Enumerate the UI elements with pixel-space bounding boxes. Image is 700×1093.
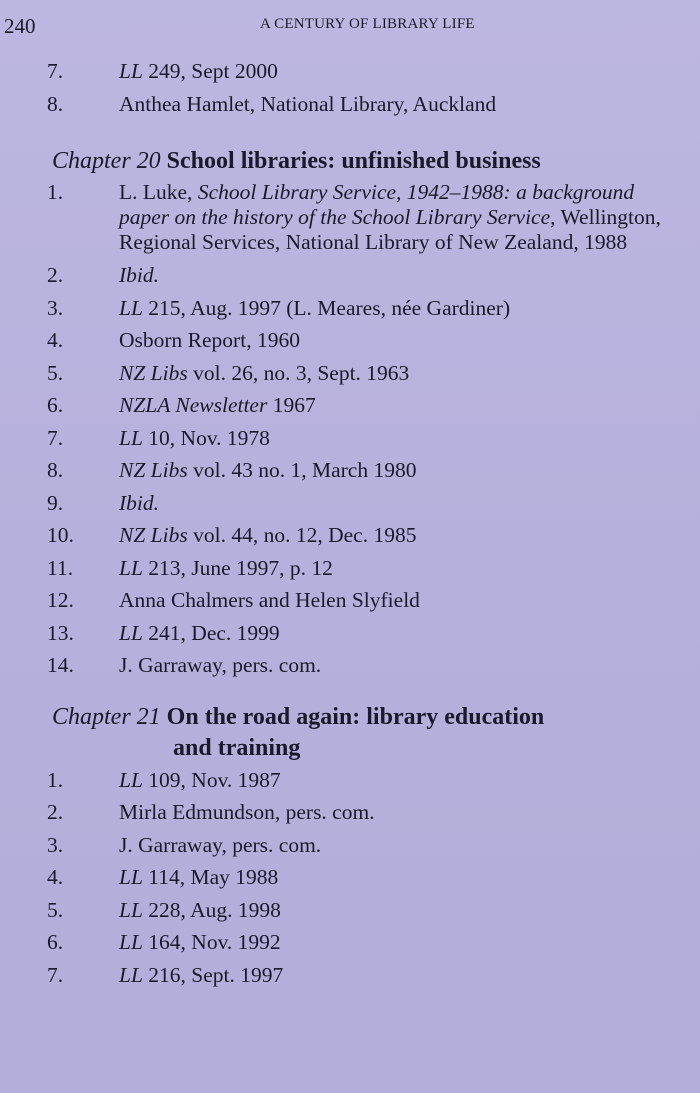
note-text: 213, June 1997, p. 12 <box>142 555 333 580</box>
note-item <box>0 894 700 927</box>
note-number: 6. <box>47 930 64 954</box>
note-italic: NZ Libs <box>119 458 188 482</box>
note-item <box>0 357 700 390</box>
note-italic: LL <box>119 865 143 889</box>
note-item <box>0 177 700 259</box>
note-text: vol. 26, no. 3, Sept. 1963 <box>187 360 410 385</box>
note-book-title: School Library Service, 1942–1988: a background paper on the history of the School Library Service <box>119 180 635 229</box>
note-text: 241, Dec. 1999 <box>142 620 280 645</box>
chapter-label: Chapter 20 <box>52 148 161 174</box>
note-item <box>0 487 700 520</box>
note-text: 216, Sept. 1997 <box>142 962 284 987</box>
note-italic: LL <box>119 620 143 645</box>
note-number: 6. <box>47 393 64 417</box>
note-text: 114, May 1988 <box>142 865 279 889</box>
note-number: 3. <box>47 832 64 857</box>
note-text: vol. 44, no. 12, Dec. 1985 <box>187 523 417 547</box>
note-text: , Wellington, Regional Services, National Library of New Zealand, 1988 <box>119 205 661 254</box>
chapter-21-heading <box>52 702 700 764</box>
note-item <box>0 552 700 585</box>
chapter-title-line-2: and training <box>173 734 301 761</box>
note-item <box>0 829 700 862</box>
note-text: J. Garraway, pers. com. <box>119 832 322 857</box>
note-number: 8. <box>47 458 64 482</box>
note-number: 4. <box>47 865 64 889</box>
note-item <box>0 324 700 357</box>
note-number: 9. <box>47 490 64 515</box>
note-text: 215, Aug. 1997 (L. Meares, née Gardiner) <box>142 295 511 320</box>
note-item <box>0 617 700 650</box>
note-text: 10, Nov. 1978 <box>142 425 270 450</box>
note-author: L. Luke, <box>119 180 198 204</box>
running-title: A CENTURY OF LIBRARY LIFE <box>260 16 475 32</box>
note-text: 109, Nov. 1987 <box>142 767 281 792</box>
note-number: 5. <box>47 897 64 922</box>
note-number: 7. <box>47 962 64 987</box>
note-item <box>0 959 700 992</box>
note-number: 2. <box>47 800 64 824</box>
note-text: Anna Chalmers and Helen Slyfield <box>119 588 420 612</box>
note-item <box>0 519 700 552</box>
note-italic: LL <box>119 555 143 580</box>
note-item <box>0 88 700 121</box>
note-italic: LL <box>119 59 143 83</box>
note-number: 12. <box>47 588 74 612</box>
note-number: 13. <box>47 620 74 645</box>
note-number: 8. <box>47 91 64 116</box>
note-italic: Ibid. <box>119 490 160 515</box>
note-item <box>0 649 700 682</box>
note-italic: NZ Libs <box>119 360 188 385</box>
note-item <box>0 454 700 487</box>
note-number: 10. <box>47 523 74 547</box>
endnotes <box>0 55 700 991</box>
note-item <box>0 389 700 422</box>
note-text: Osborn Report, 1960 <box>119 328 300 352</box>
note-item <box>0 584 700 617</box>
note-italic: LL <box>119 425 143 450</box>
note-item <box>0 259 700 292</box>
note-number: 1. <box>47 767 64 792</box>
note-italic: LL <box>119 295 143 320</box>
note-italic: Ibid. <box>119 263 160 287</box>
note-italic: LL <box>119 897 143 922</box>
note-item <box>0 796 700 829</box>
note-text: 164, Nov. 1992 <box>142 930 281 954</box>
note-text: 1967 <box>267 393 316 417</box>
note-number: 3. <box>47 295 64 320</box>
note-text: Anthea Hamlet, National Library, Auckland <box>119 91 497 116</box>
note-italic: LL <box>119 962 143 987</box>
chapter-20-heading <box>52 146 700 177</box>
note-text: vol. 43 no. 1, March 1980 <box>187 458 417 482</box>
page-number: 240 <box>4 14 36 38</box>
note-number: 7. <box>47 425 64 450</box>
note-italic: NZLA Newsletter <box>119 393 268 417</box>
note-number: 2. <box>47 263 64 287</box>
note-item <box>0 292 700 325</box>
page-header <box>0 14 700 40</box>
chapter-title: School libraries: unfinished business <box>166 148 541 174</box>
note-number: 11. <box>47 555 74 580</box>
chapter-label: Chapter 21 <box>52 703 161 730</box>
note-item <box>0 55 700 88</box>
note-item <box>0 764 700 797</box>
note-number: 5. <box>47 360 64 385</box>
note-number: 1. <box>47 180 64 204</box>
note-item <box>0 422 700 455</box>
note-text: Mirla Edmundson, pers. com. <box>119 800 375 824</box>
note-italic: LL <box>119 767 143 792</box>
note-text: J. Garraway, pers. com. <box>119 653 322 677</box>
note-text: 228, Aug. 1998 <box>142 897 281 922</box>
chapter-title-line-1: On the road again: library education <box>166 703 545 730</box>
note-italic: NZ Libs <box>119 523 188 547</box>
note-number: 7. <box>47 59 64 83</box>
note-item <box>0 861 700 894</box>
note-number: 4. <box>47 328 64 352</box>
note-text: 249, Sept 2000 <box>142 59 278 83</box>
note-item <box>0 926 700 959</box>
note-italic: LL <box>119 930 143 954</box>
note-number: 14. <box>47 653 74 677</box>
